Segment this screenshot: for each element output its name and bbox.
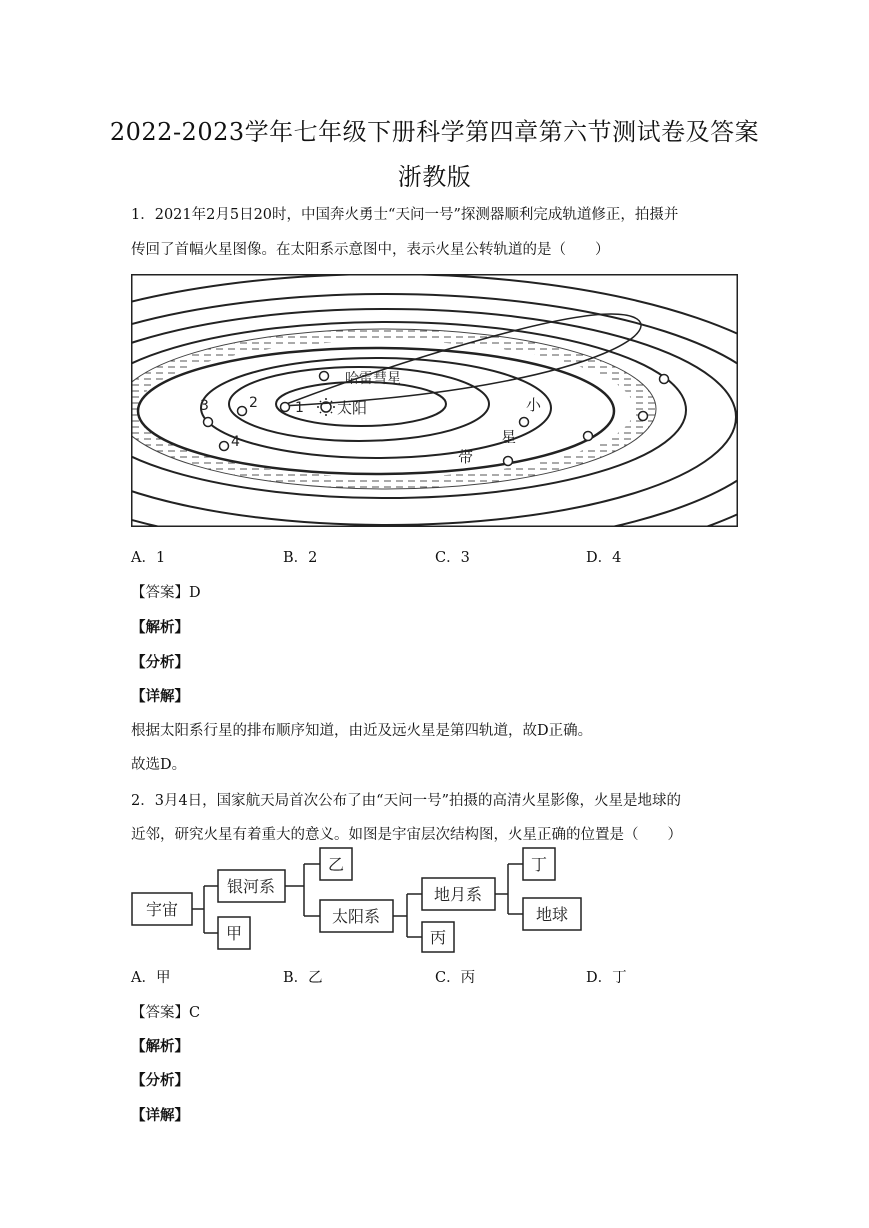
q1-answer: 【答案】D: [131, 585, 201, 601]
label-jia: 甲: [225, 924, 243, 943]
asteroid-char-2: 星: [501, 428, 517, 446]
planet-2: [238, 407, 247, 416]
halley-comet: [320, 372, 329, 381]
q2-option-a: A．甲: [131, 970, 171, 986]
q1-analysis-label: 【解析】: [131, 619, 189, 636]
label-earth: 地球: [535, 905, 569, 924]
q2-stem-line2: 近邻，研究火星有着重大的意义。如图是宇宙层次结构图，火星正确的位置是（ ）: [131, 827, 682, 843]
label-ding: 丁: [530, 855, 548, 874]
orbit-number-4: 4: [231, 434, 240, 450]
planet-5: [504, 457, 513, 466]
q1-fenxi-label: 【分析】: [131, 654, 189, 671]
sun-icon: [317, 398, 335, 416]
q2-fenxi-label: 【分析】: [131, 1072, 189, 1089]
planet-7: [639, 412, 648, 421]
q2-option-d: D．丁: [586, 970, 627, 986]
orbit-number-3: 3: [200, 398, 209, 414]
q2-stem-line1: 2．3月4日，国家航天局首次公布了由“天问一号”拍摄的高清火星影像，火星是地球的: [131, 793, 681, 809]
label-earth-moon: 地月系: [433, 885, 483, 904]
label-yi: 乙: [327, 855, 345, 874]
comet-label: 哈雷彗星: [345, 371, 401, 387]
q1-detail-label: 【详解】: [131, 688, 189, 705]
asteroid-char-1: 小: [526, 396, 542, 414]
q1-stem-line2: 传回了首幅火星图像。在太阳系示意图中，表示火星公转轨道的是（ ）: [131, 242, 610, 258]
orbit-number-1: 1: [295, 400, 304, 416]
q1-option-d: D．4: [586, 550, 622, 566]
label-solar: 太阳系: [331, 907, 381, 926]
planet-1: [281, 403, 290, 412]
orbit-number-2: 2: [249, 395, 258, 411]
planet-8: [660, 375, 669, 384]
asteroid-dot: [520, 418, 529, 427]
q2-answer: 【答案】C: [131, 1005, 201, 1021]
q1-option-a: A．1: [131, 550, 166, 566]
q2-option-b: B．乙: [283, 970, 323, 986]
solar-system-figure: [131, 274, 738, 527]
q1-conclusion: 故选D。: [131, 757, 187, 773]
label-universe: 宇宙: [145, 900, 179, 919]
asteroid-char-3: 带: [458, 448, 474, 466]
label-bing: 丙: [429, 928, 447, 947]
q1-option-b: B．2: [283, 550, 318, 566]
planet-4: [220, 442, 229, 451]
q1-option-c: C．3: [435, 550, 470, 566]
page-title: 2022-2023学年七年级下册科学第四章第六节测试卷及答案: [109, 118, 760, 146]
label-galaxy: 银河系: [226, 877, 276, 896]
q1-detail-text: 根据太阳系行星的排布顺序知道，由近及远火星是第四轨道，故D正确。: [131, 723, 593, 739]
universe-hierarchy-diagram: [131, 845, 591, 955]
q2-analysis-label: 【解析】: [131, 1038, 189, 1055]
q2-option-c: C．丙: [435, 970, 476, 986]
q1-stem-line1: 1．2021年2月5日20时，中国奔火勇士“天问一号”探测器顺利完成轨道修正，拍摄并: [131, 207, 679, 223]
page-subtitle: 浙教版: [397, 163, 472, 191]
sun-label: 太阳: [337, 399, 368, 417]
planet-6: [584, 432, 593, 441]
q2-detail-label: 【详解】: [131, 1107, 189, 1124]
planet-3: [204, 418, 213, 427]
